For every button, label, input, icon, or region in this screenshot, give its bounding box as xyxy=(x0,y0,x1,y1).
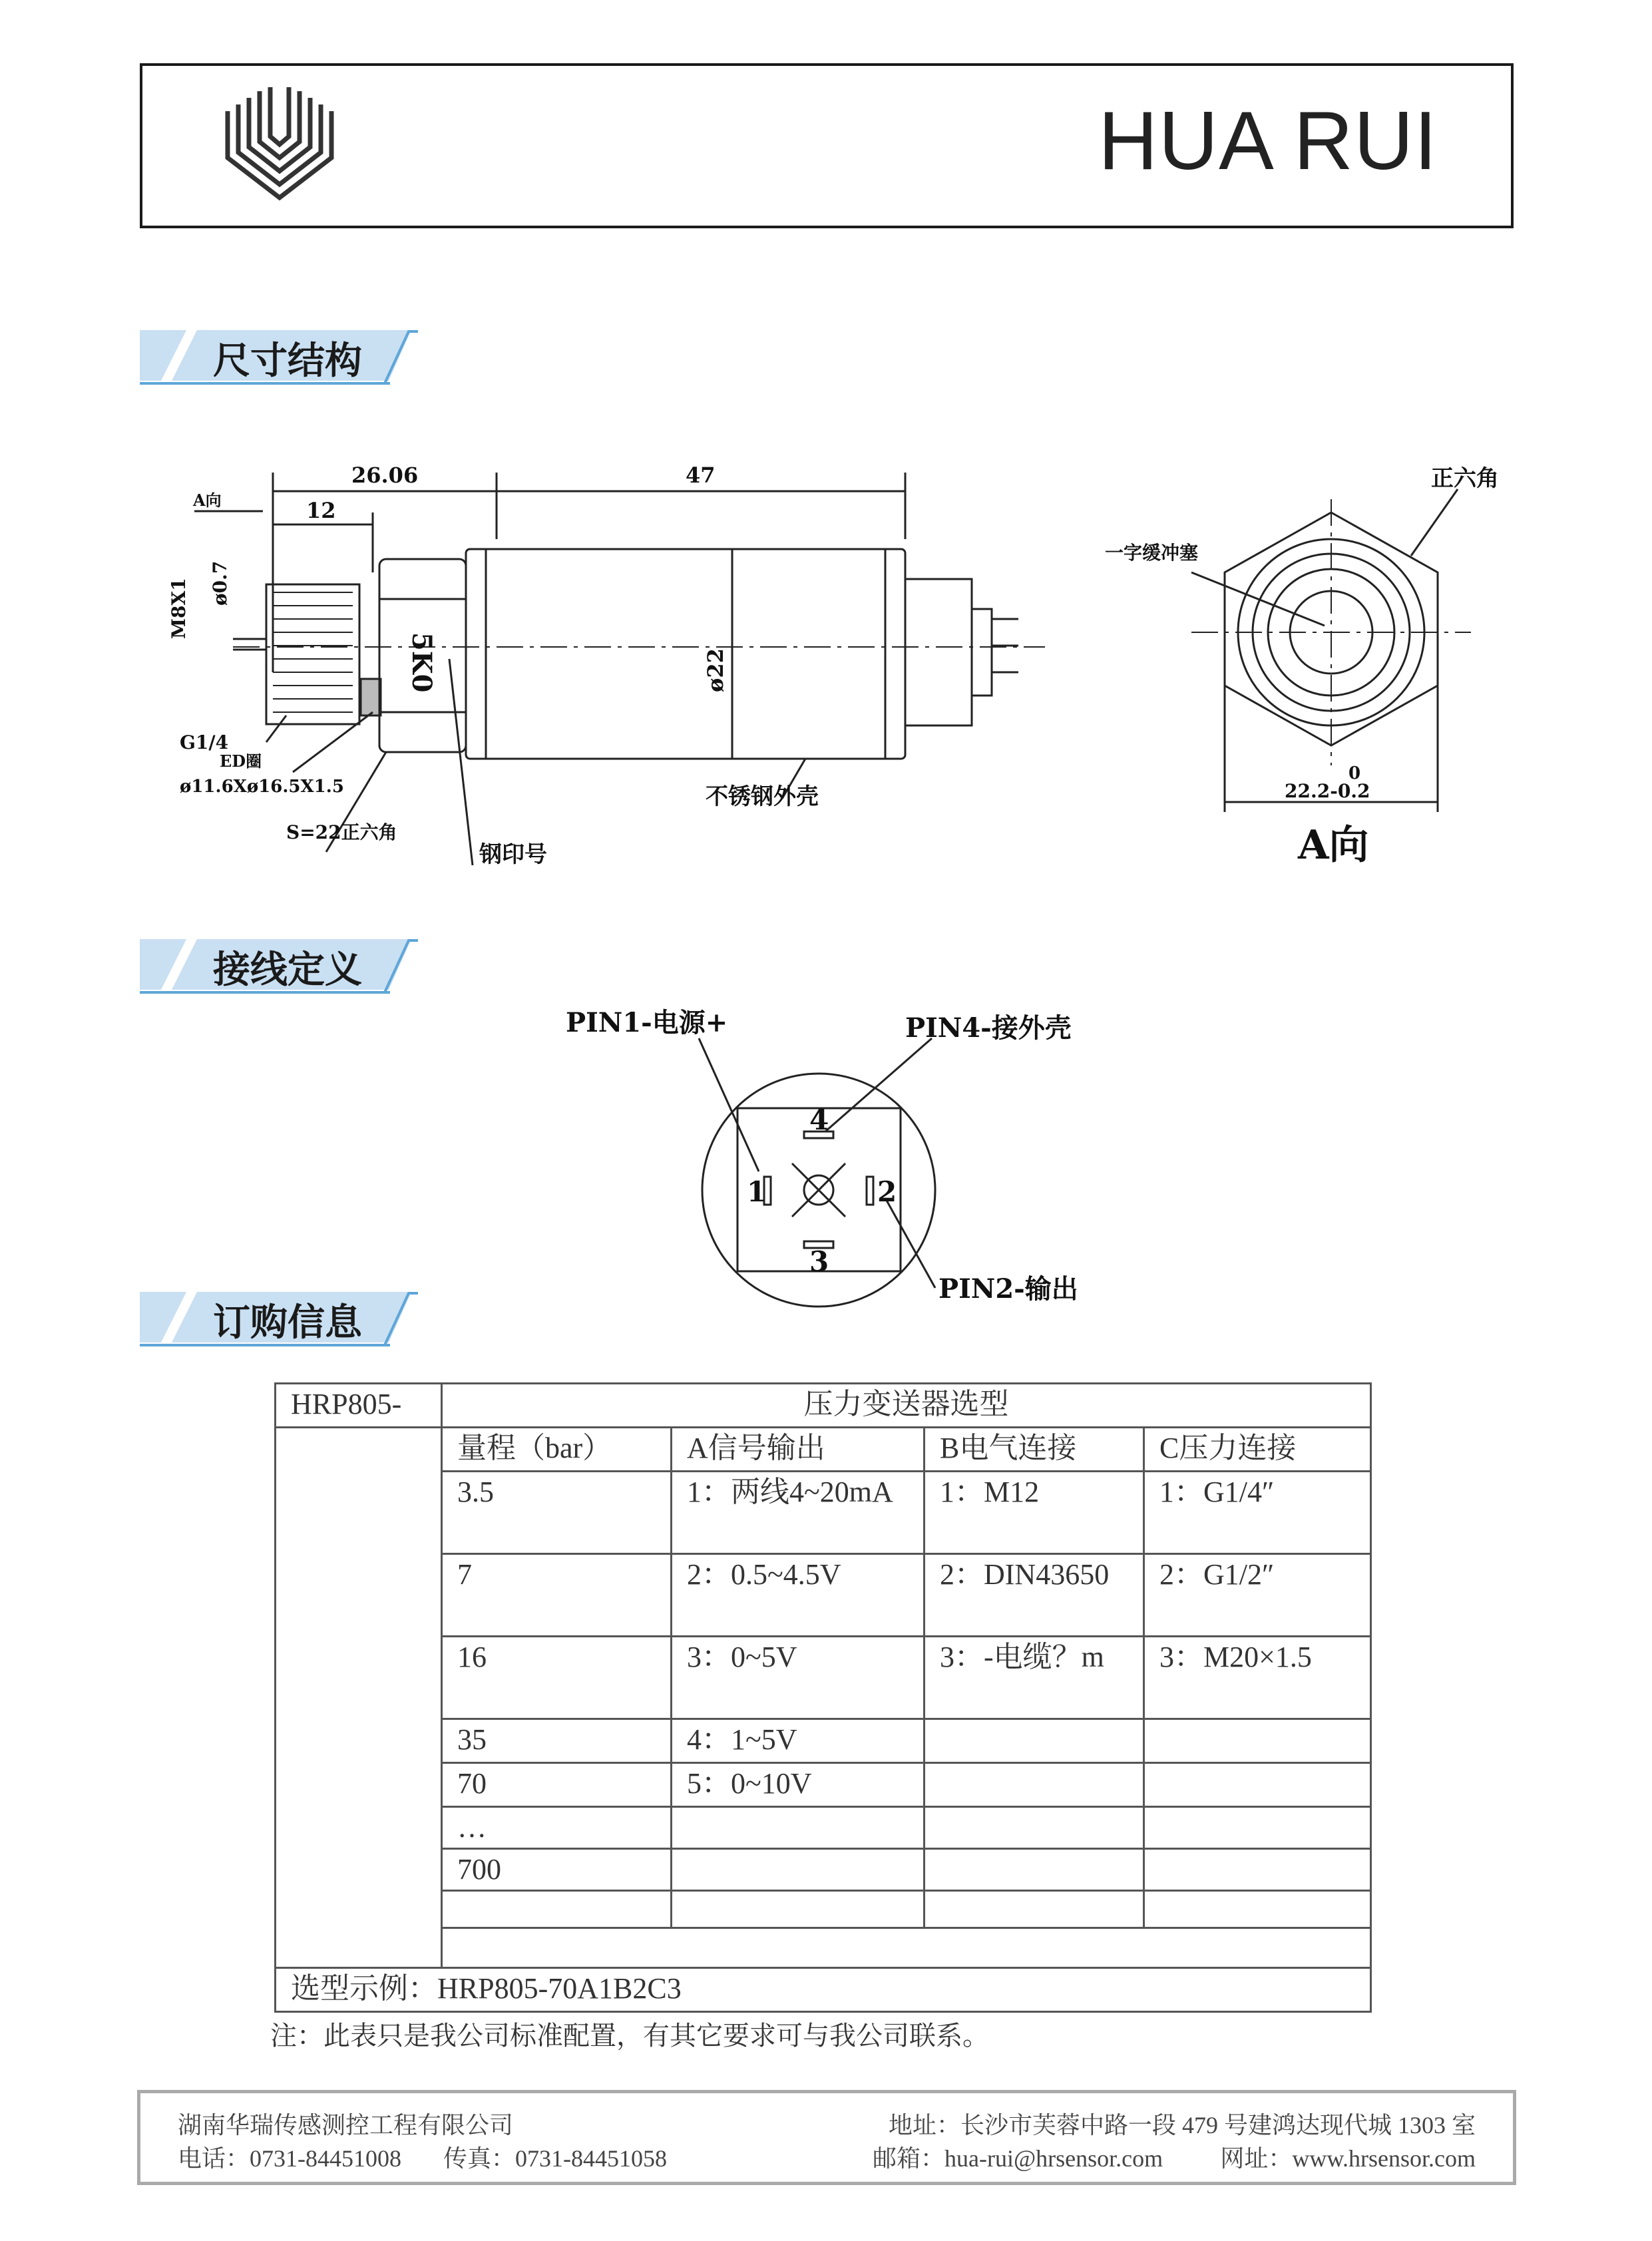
hex-label: 正六角 xyxy=(1431,465,1499,492)
footer-website: 网址：www.hrsensor.com xyxy=(1220,2145,1476,2172)
table-cell xyxy=(1144,1807,1371,1849)
table-note: 注：此表只是我公司标准配置，有其它要求可与我公司联系。 xyxy=(270,2021,989,2051)
selection-example: 选型示例：HRP805-70A1B2C3 xyxy=(276,1968,1371,2012)
dim-47-label: 47 xyxy=(686,463,716,488)
header-electrical: B电气连接 xyxy=(925,1428,1144,1472)
company-logo-icon xyxy=(221,85,337,204)
model-spacer-cell xyxy=(276,1428,442,1968)
pin4-label: PIN4-接外壳 xyxy=(905,1012,1072,1044)
header-box xyxy=(140,63,1514,228)
table-cell xyxy=(1144,1891,1371,1928)
oring-label: ø11.6Xø16.5X1.5 xyxy=(180,777,344,797)
table-cell xyxy=(672,1891,925,1928)
header-signal: A信号输出 xyxy=(672,1428,925,1472)
section-header-dimensions xyxy=(140,326,419,387)
table-cell: 70 xyxy=(442,1763,672,1807)
table-cell: 3：-电缆？m xyxy=(925,1637,1144,1719)
s22-label: S=22正六角 xyxy=(286,821,397,843)
wiring-diagram xyxy=(559,1007,1092,1311)
tol-zero: 0 xyxy=(1348,763,1361,783)
a-view-label: A向 xyxy=(1298,822,1369,869)
footer-fax: 传真：0731-84451058 xyxy=(443,2145,667,2172)
dim-12-label: 12 xyxy=(306,498,336,523)
table-cell: 16 xyxy=(442,1637,672,1719)
pin-number-4: 4 xyxy=(809,1104,829,1136)
table-cell: 1：G1/4″ xyxy=(1144,1472,1371,1554)
ordering-table xyxy=(274,1382,1372,2013)
header-pressure: C压力连接 xyxy=(1144,1428,1371,1472)
stamp-code: 5K0 xyxy=(406,632,437,693)
pin-number-1: 1 xyxy=(747,1175,767,1208)
table-cell: 5：0~10V xyxy=(672,1763,925,1807)
table-cell: 2：DIN43650 xyxy=(925,1554,1144,1637)
d07-label: ø0.7 xyxy=(209,560,231,606)
table-cell xyxy=(672,1849,925,1891)
table-cell xyxy=(925,1719,1144,1763)
table-cell: 7 xyxy=(442,1554,672,1637)
d22-label: ø22 xyxy=(703,648,728,692)
dimension-drawing xyxy=(153,439,1499,892)
table-cell: 1：两线4~20mA xyxy=(672,1472,925,1554)
table-cell: 2：0.5~4.5V xyxy=(672,1554,925,1637)
section-title: 接线定义 xyxy=(213,948,362,992)
table-cell xyxy=(1144,1719,1371,1763)
table-cell xyxy=(925,1891,1144,1928)
shell-label: 不锈钢外壳 xyxy=(706,783,819,810)
section-header-wiring xyxy=(140,935,419,996)
table-title: 压力变送器选型 xyxy=(442,1384,1371,1428)
table-cell: 2：G1/2″ xyxy=(1144,1554,1371,1637)
table-cell xyxy=(1144,1849,1371,1891)
table-cell: 3：M20×1.5 xyxy=(1144,1637,1371,1719)
footer-phone: 电话：0731-84451008 xyxy=(178,2145,401,2172)
table-cell xyxy=(925,1849,1144,1891)
ed-label: ED圈 xyxy=(220,751,262,771)
table-cell: 1：M12 xyxy=(925,1472,1144,1554)
m8-label: M8X1 xyxy=(168,578,190,639)
table-empty-row xyxy=(442,1928,1371,1968)
table-cell xyxy=(1144,1763,1371,1807)
model-cell: HRP805- xyxy=(276,1384,442,1428)
section-title: 尺寸结构 xyxy=(213,339,362,383)
footer-email: 邮箱：hua-rui@hrsensor.com xyxy=(873,2145,1163,2172)
stamp-label: 钢印号 xyxy=(479,841,547,868)
table-cell xyxy=(925,1807,1144,1849)
pin-number-3: 3 xyxy=(809,1245,829,1278)
table-cell: 700 xyxy=(442,1849,672,1891)
section-header-ordering xyxy=(140,1288,419,1349)
table-cell xyxy=(672,1807,925,1849)
table-cell: … xyxy=(442,1807,672,1849)
g14-label: G1/4 xyxy=(180,731,229,753)
header-range: 量程（bar） xyxy=(442,1428,672,1472)
tol-dim: 22.2-0.2 xyxy=(1285,780,1370,802)
brand-name: HUA RUI xyxy=(1098,95,1438,187)
table-cell: 35 xyxy=(442,1719,672,1763)
table-cell xyxy=(442,1891,672,1928)
section-title: 订购信息 xyxy=(213,1301,362,1344)
plug-label: 一字缓冲塞 xyxy=(1105,542,1199,564)
table-cell: 3.5 xyxy=(442,1472,672,1554)
table-cell: 3：0~5V xyxy=(672,1637,925,1719)
table-cell xyxy=(925,1763,1144,1807)
pin1-label: PIN1-电源+ xyxy=(566,1007,728,1038)
footer xyxy=(137,2090,1516,2185)
dim-26-label: 26.06 xyxy=(351,463,419,488)
table-cell: 4：1~5V xyxy=(672,1719,925,1763)
a-dir-small-label: A向 xyxy=(193,491,222,510)
pin2-label: PIN2-输出 xyxy=(938,1273,1078,1305)
footer-address: 地址：长沙市芙蓉中路一段 479 号建鸿达现代城 1303 室 xyxy=(888,2112,1476,2139)
footer-company: 湖南华瑞传感测控工程有限公司 xyxy=(178,2112,514,2139)
pin-number-2: 2 xyxy=(877,1175,897,1208)
